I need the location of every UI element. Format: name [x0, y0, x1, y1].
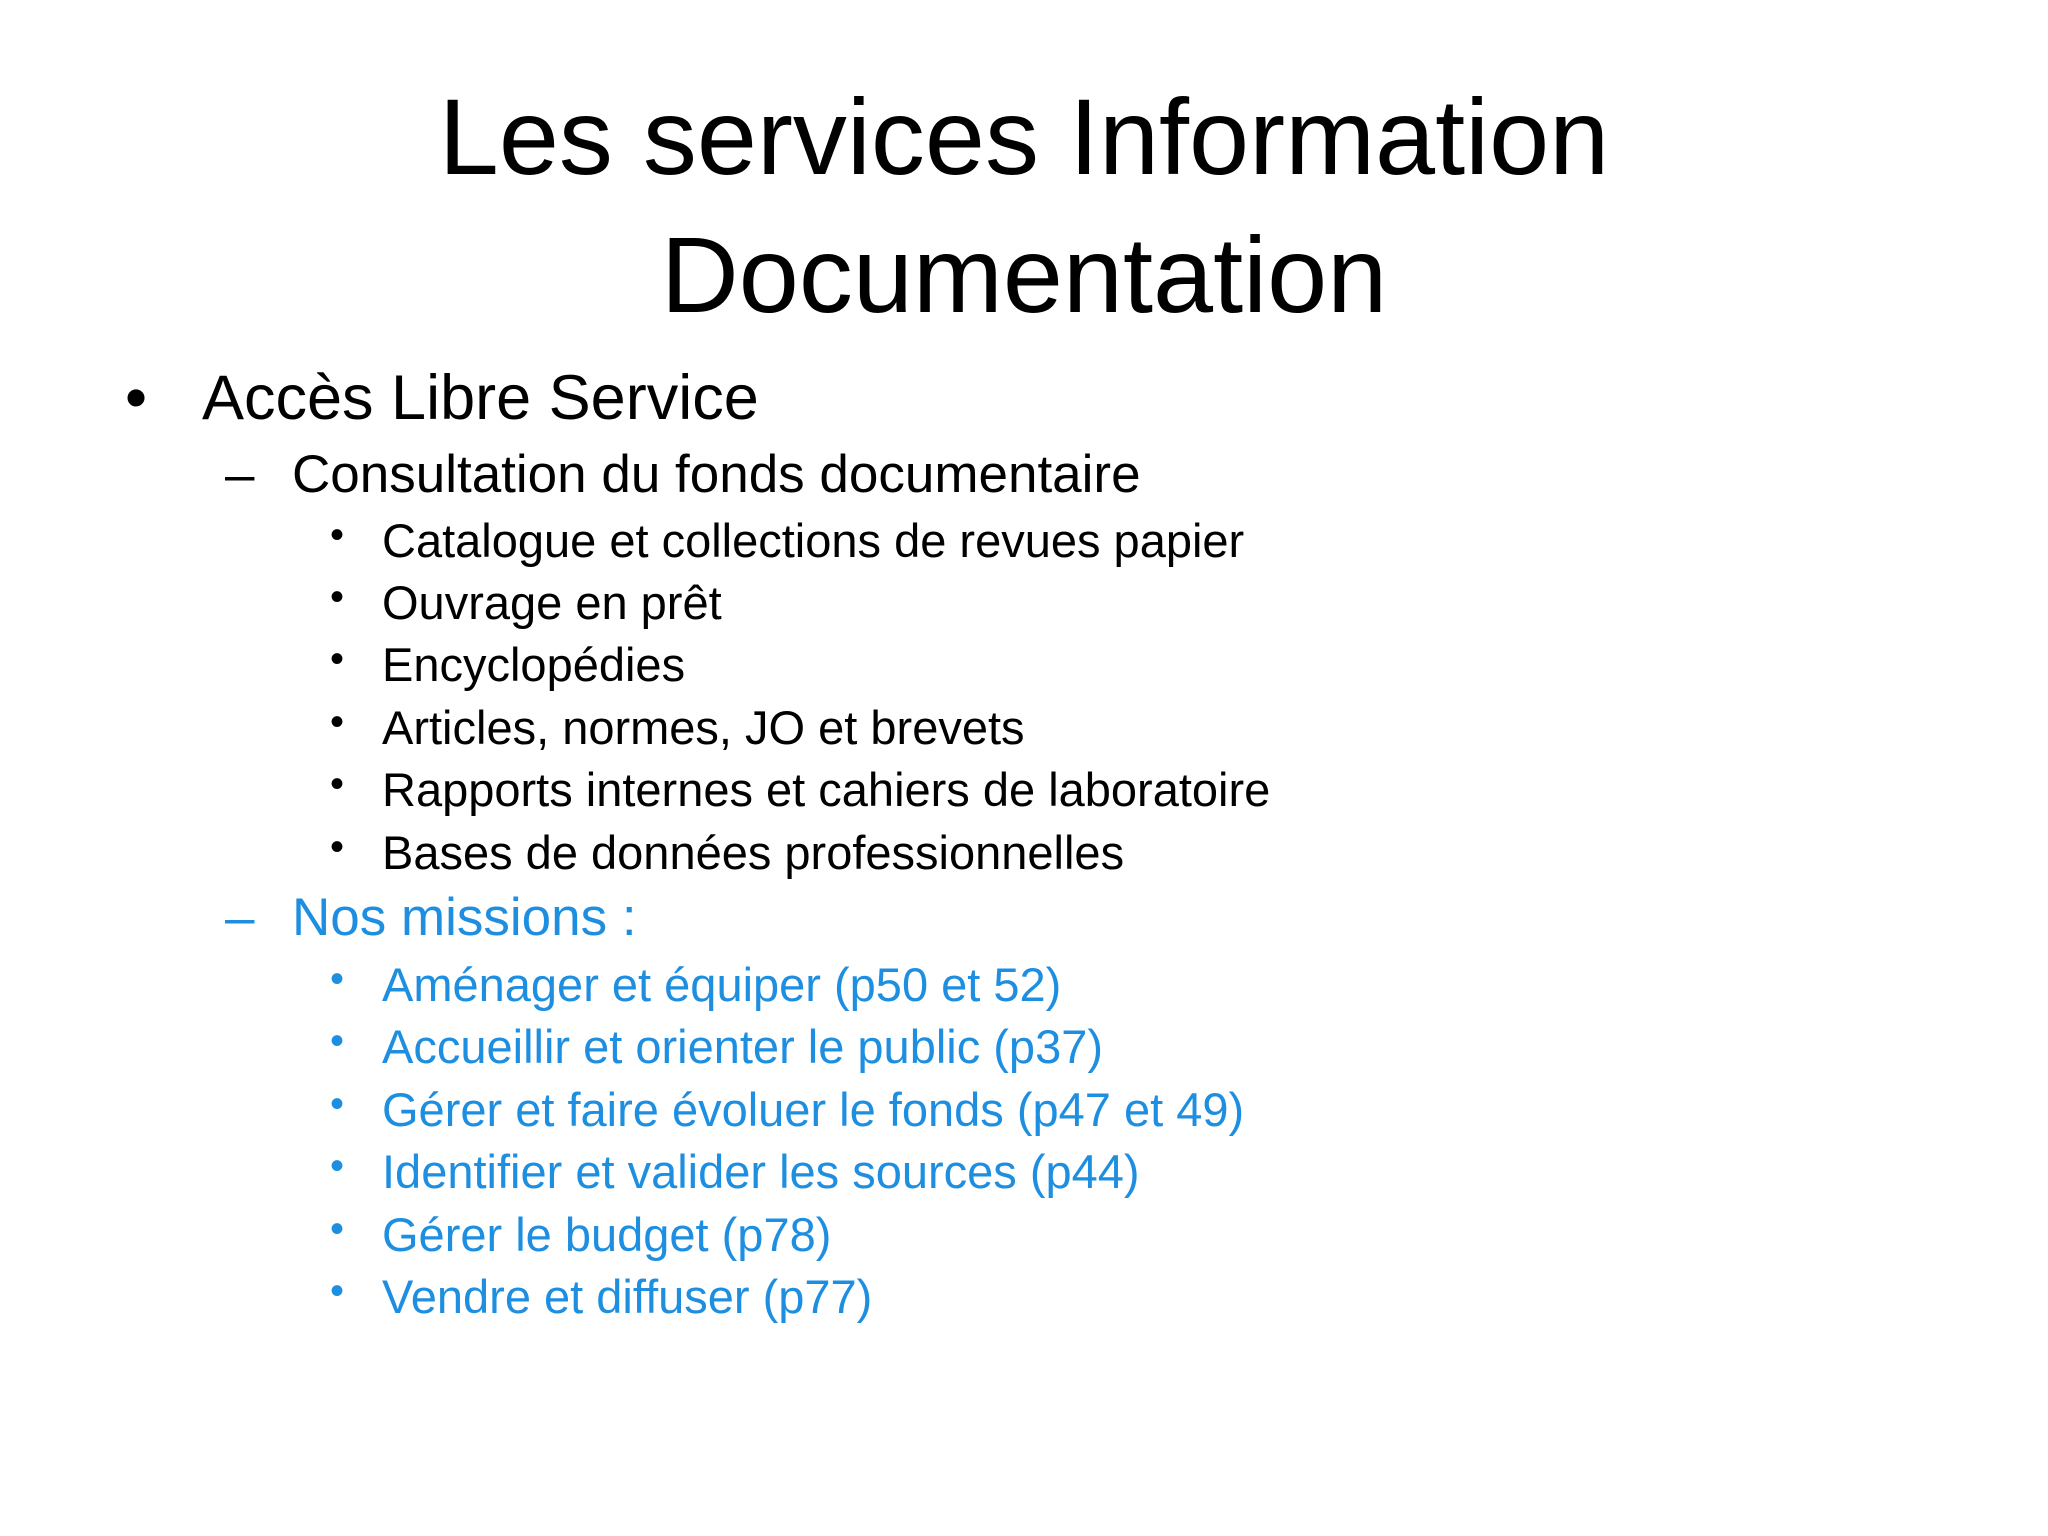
bullet-marker: • [330, 1207, 345, 1251]
bullet-marker: • [330, 1144, 345, 1188]
dash-marker: – [225, 445, 255, 504]
mission-item-text: Aménager et équiper (p50 et 52) [382, 958, 1062, 1011]
mission-item-text: Gérer et faire évoluer le fonds (p47 et 49) [382, 1083, 1245, 1136]
bullet-marker: • [330, 957, 345, 1001]
subheading-text: Consultation du fonds documentaire [292, 445, 1141, 504]
mission-item-text: Vendre et diffuser (p77) [382, 1270, 873, 1323]
bullet-marker: • [330, 513, 345, 557]
list-item-text: Rapports internes et cahiers de laboratoire [382, 763, 1271, 816]
bullet-marker: • [330, 1269, 345, 1313]
list-item-text: Ouvrage en prêt [382, 576, 722, 629]
mission-item-text: Gérer le budget (p78) [382, 1208, 832, 1261]
list-item-text: Bases de données professionnelles [382, 826, 1125, 879]
bullet-marker: • [330, 762, 345, 806]
list-item-text: Catalogue et collections de revues papier [382, 514, 1245, 567]
subheading-text: Nos missions : [292, 888, 637, 947]
mission-item-text: Identifier et valider les sources (p44) [382, 1145, 1140, 1198]
bullet-text: Accès Libre Service [202, 363, 759, 433]
bullet-marker: • [330, 700, 345, 744]
bullet-marker: • [330, 637, 345, 681]
bullet-marker: • [330, 575, 345, 619]
bullet-marker: • [330, 1082, 345, 1126]
list-item-text: Articles, normes, JO et brevets [382, 701, 1025, 754]
slide-title-line-1: Les services Information [438, 76, 1610, 197]
mission-item-text: Accueillir et orienter le public (p37) [382, 1020, 1103, 1073]
slide-title [0, 68, 2048, 344]
bullet-marker: • [125, 363, 148, 433]
slide-title-line-2: Documentation [660, 214, 1388, 335]
bullet-marker: • [330, 1019, 345, 1063]
bullet-marker: • [330, 825, 345, 869]
list-item-text: Encyclopédies [382, 638, 686, 691]
dash-marker: – [225, 888, 255, 947]
